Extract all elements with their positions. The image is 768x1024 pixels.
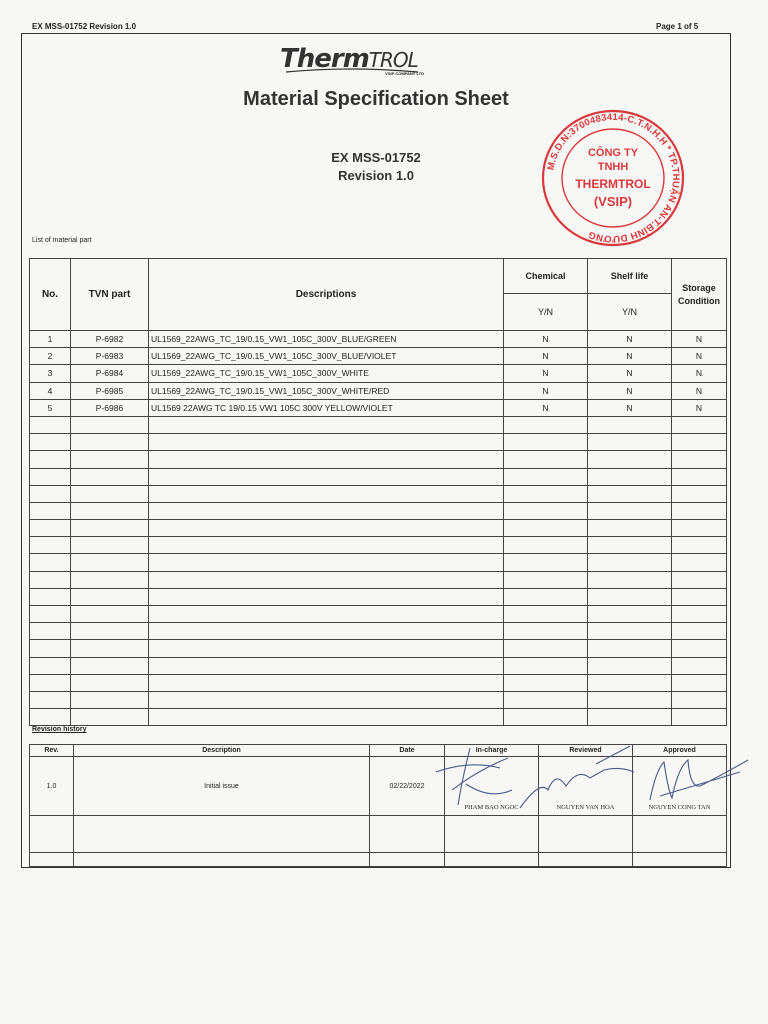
revision-date: 02/22/2022 [370,757,445,816]
row-shelf-life [588,434,672,451]
row-chemical [504,709,588,726]
row-shelf-life: N [588,382,672,399]
row-description [149,640,504,657]
row-chemical [504,691,588,708]
material-empty-row [30,554,727,571]
row-no [30,416,71,433]
row-tvn-part: P-6984 [71,365,149,382]
material-empty-row [30,434,727,451]
row-shelf-life [588,451,672,468]
row-chemical [504,571,588,588]
row-description [149,588,504,605]
row-chemical: N [504,331,588,348]
document-number: EX MSS-01752 [331,150,421,165]
row-no [30,537,71,554]
row-storage [672,657,727,674]
row-storage [672,691,727,708]
row-shelf-life [588,691,672,708]
row-storage [672,468,727,485]
row-storage [672,640,727,657]
approved-name: NGUYEN CONG TAN [648,804,711,811]
row-chemical [504,468,588,485]
row-no [30,674,71,691]
row-chemical [504,520,588,537]
material-empty-row [30,623,727,640]
row-tvn-part [71,554,149,571]
row-no [30,571,71,588]
row-chemical [504,640,588,657]
rev-col-header-in-charge: In-charge [445,745,539,757]
row-chemical [504,451,588,468]
row-shelf-life: N [588,348,672,365]
row-tvn-part [71,468,149,485]
row-chemical [504,674,588,691]
row-description [149,468,504,485]
material-row [30,331,727,348]
col-header-no: No. [30,259,71,331]
revision-empty-row [30,853,727,867]
row-tvn-part [71,657,149,674]
revision-description: Initial issue [74,757,370,816]
row-no: 4 [30,382,71,399]
material-empty-row [30,691,727,708]
material-empty-row [30,485,727,502]
row-no: 5 [30,399,71,416]
row-description [149,623,504,640]
material-empty-row [30,537,727,554]
row-description: UL1569_22AWG_TC_19/0.15_VW1_105C_300V_WHITE [149,365,504,382]
row-tvn-part: P-6983 [71,348,149,365]
material-empty-row [30,571,727,588]
material-row [30,348,727,365]
rev-col-header-description: Description [74,745,370,757]
row-tvn-part: P-6985 [71,382,149,399]
row-storage [672,554,727,571]
row-tvn-part [71,640,149,657]
row-no [30,554,71,571]
rev-col-header-reviewed: Reviewed [539,745,633,757]
col-header-descriptions: Descriptions [149,259,504,331]
row-storage [672,571,727,588]
row-storage [672,520,727,537]
rev-col-header-approved: Approved [633,745,727,757]
row-tvn-part [71,623,149,640]
row-tvn-part [71,709,149,726]
rev-col-header-rev: Rev. [30,745,74,757]
row-tvn-part: P-6986 [71,399,149,416]
row-description [149,691,504,708]
logo-brand-tail: TROL [368,48,418,72]
material-empty-row [30,709,727,726]
row-shelf-life [588,571,672,588]
material-list-title: List of material part [32,237,92,244]
row-chemical [504,416,588,433]
row-chemical [504,537,588,554]
row-tvn-part [71,537,149,554]
material-empty-row [30,416,727,433]
row-chemical: N [504,399,588,416]
revision-empty-row [30,816,727,853]
row-no [30,623,71,640]
row-description [149,554,504,571]
material-empty-row [30,606,727,623]
svg-text:TNHH: TNHH [597,161,629,173]
row-shelf-life: N [588,399,672,416]
company-logo [280,44,430,78]
row-description [149,571,504,588]
row-tvn-part [71,451,149,468]
row-tvn-part [71,674,149,691]
material-row [30,399,727,416]
row-description [149,537,504,554]
row-no [30,451,71,468]
row-tvn-part: P-6982 [71,331,149,348]
col-subheader-shelf-yn: Y/N [588,294,672,331]
approved-cell [633,757,727,816]
row-no [30,606,71,623]
row-description [149,416,504,433]
row-shelf-life [588,468,672,485]
row-storage: N [672,331,727,348]
row-shelf-life [588,502,672,519]
row-shelf-life [588,520,672,537]
material-parts-table [29,258,727,726]
material-empty-row [30,520,727,537]
row-tvn-part [71,588,149,605]
row-no [30,434,71,451]
svg-text:M.S.D.N:3700483414-C.T.N.H.H: M.S.D.N:3700483414-C.T.N.H.H * TP.THUẬN AN-T.BÌNH DƯƠNG [545,111,682,245]
row-shelf-life [588,606,672,623]
material-empty-row [30,502,727,519]
header-page-number: Page 1 of 5 [656,22,699,31]
row-storage [672,502,727,519]
row-storage: N [672,348,727,365]
svg-text:CÔNG TY: CÔNG TY [587,147,639,159]
revision-history-title: Revision history [32,726,87,733]
row-chemical: N [504,348,588,365]
row-description: UL1569_22AWG_TC_19/0.15_VW1_105C_300V_WHITE/RED [149,382,504,399]
material-row [30,365,727,382]
logo-subtitle: VSIP COMPANY LTD [385,71,424,76]
row-storage: N [672,365,727,382]
row-storage [672,451,727,468]
row-description [149,606,504,623]
header-doc-ref: EX MSS-01752 Revision 1.0 [32,22,137,31]
row-shelf-life [588,640,672,657]
row-no [30,588,71,605]
row-no [30,468,71,485]
row-chemical [504,623,588,640]
row-chemical [504,606,588,623]
row-no [30,520,71,537]
revision-history-table [29,744,727,867]
row-tvn-part [71,691,149,708]
row-description [149,657,504,674]
row-no: 3 [30,365,71,382]
row-description [149,709,504,726]
row-shelf-life [588,709,672,726]
revision-number: 1.0 [30,757,74,816]
row-tvn-part [71,606,149,623]
material-empty-row [30,657,727,674]
col-header-shelf-life: Shelf life [588,259,672,294]
logo-brand-main: Therm [280,44,369,74]
row-description [149,502,504,519]
row-no [30,485,71,502]
revision-row [30,757,727,816]
col-subheader-chemical-yn: Y/N [504,294,588,331]
row-storage [672,537,727,554]
row-description: UL1569 22AWG TC 19/0.15 VW1 105C 300V YELLOW/VIOLET [149,399,504,416]
row-storage [672,623,727,640]
reviewed-cell [539,757,633,816]
row-chemical [504,554,588,571]
row-description [149,451,504,468]
material-empty-row [30,674,727,691]
material-empty-row [30,451,727,468]
row-chemical: N [504,382,588,399]
row-shelf-life [588,485,672,502]
row-shelf-life [588,588,672,605]
col-header-chemical: Chemical [504,259,588,294]
row-chemical: N [504,365,588,382]
row-chemical [504,434,588,451]
row-no [30,657,71,674]
row-chemical [504,588,588,605]
svg-text:(VSIP): (VSIP) [593,194,633,209]
row-no [30,691,71,708]
row-description [149,434,504,451]
row-chemical [504,502,588,519]
row-tvn-part [71,485,149,502]
row-no: 1 [30,331,71,348]
row-storage [672,485,727,502]
row-description [149,674,504,691]
row-storage [672,606,727,623]
row-tvn-part [71,502,149,519]
row-shelf-life [588,623,672,640]
row-shelf-life [588,554,672,571]
material-empty-row [30,588,727,605]
row-tvn-part [71,416,149,433]
svg-text:THERMTROL: THERMTROL [575,177,651,191]
col-header-storage-condition: Storage Condition [672,259,727,331]
row-storage [672,674,727,691]
in-charge-name: PHAM BAO NGOC [464,804,519,811]
row-description: UL1569_22AWG_TC_19/0.15_VW1_105C_300V_BLUE/GREEN [149,331,504,348]
row-chemical [504,485,588,502]
row-storage [672,709,727,726]
col-header-tvn-part: TVN part [71,259,149,331]
row-no: 2 [30,348,71,365]
row-shelf-life [588,537,672,554]
row-no [30,502,71,519]
row-tvn-part [71,571,149,588]
row-description [149,520,504,537]
document-revision: Revision 1.0 [338,168,414,183]
row-shelf-life: N [588,365,672,382]
row-storage: N [672,382,727,399]
in-charge-cell [445,757,539,816]
row-storage [672,588,727,605]
row-shelf-life [588,674,672,691]
company-seal-stamp [540,108,686,248]
row-chemical [504,657,588,674]
row-no [30,709,71,726]
row-description: UL1569_22AWG_TC_19/0.15_VW1_105C_300V_BLUE/VIOLET [149,348,504,365]
reviewed-name: NGUYEN VAN HOA [556,804,615,811]
row-storage: N [672,399,727,416]
row-storage [672,416,727,433]
material-empty-row [30,468,727,485]
row-shelf-life [588,657,672,674]
row-shelf-life: N [588,331,672,348]
row-storage [672,434,727,451]
row-shelf-life [588,416,672,433]
row-no [30,640,71,657]
page-title: Material Specification Sheet [243,88,509,110]
rev-col-header-date: Date [370,745,445,757]
row-tvn-part [71,434,149,451]
row-description [149,485,504,502]
material-row [30,382,727,399]
row-tvn-part [71,520,149,537]
material-empty-row [30,640,727,657]
